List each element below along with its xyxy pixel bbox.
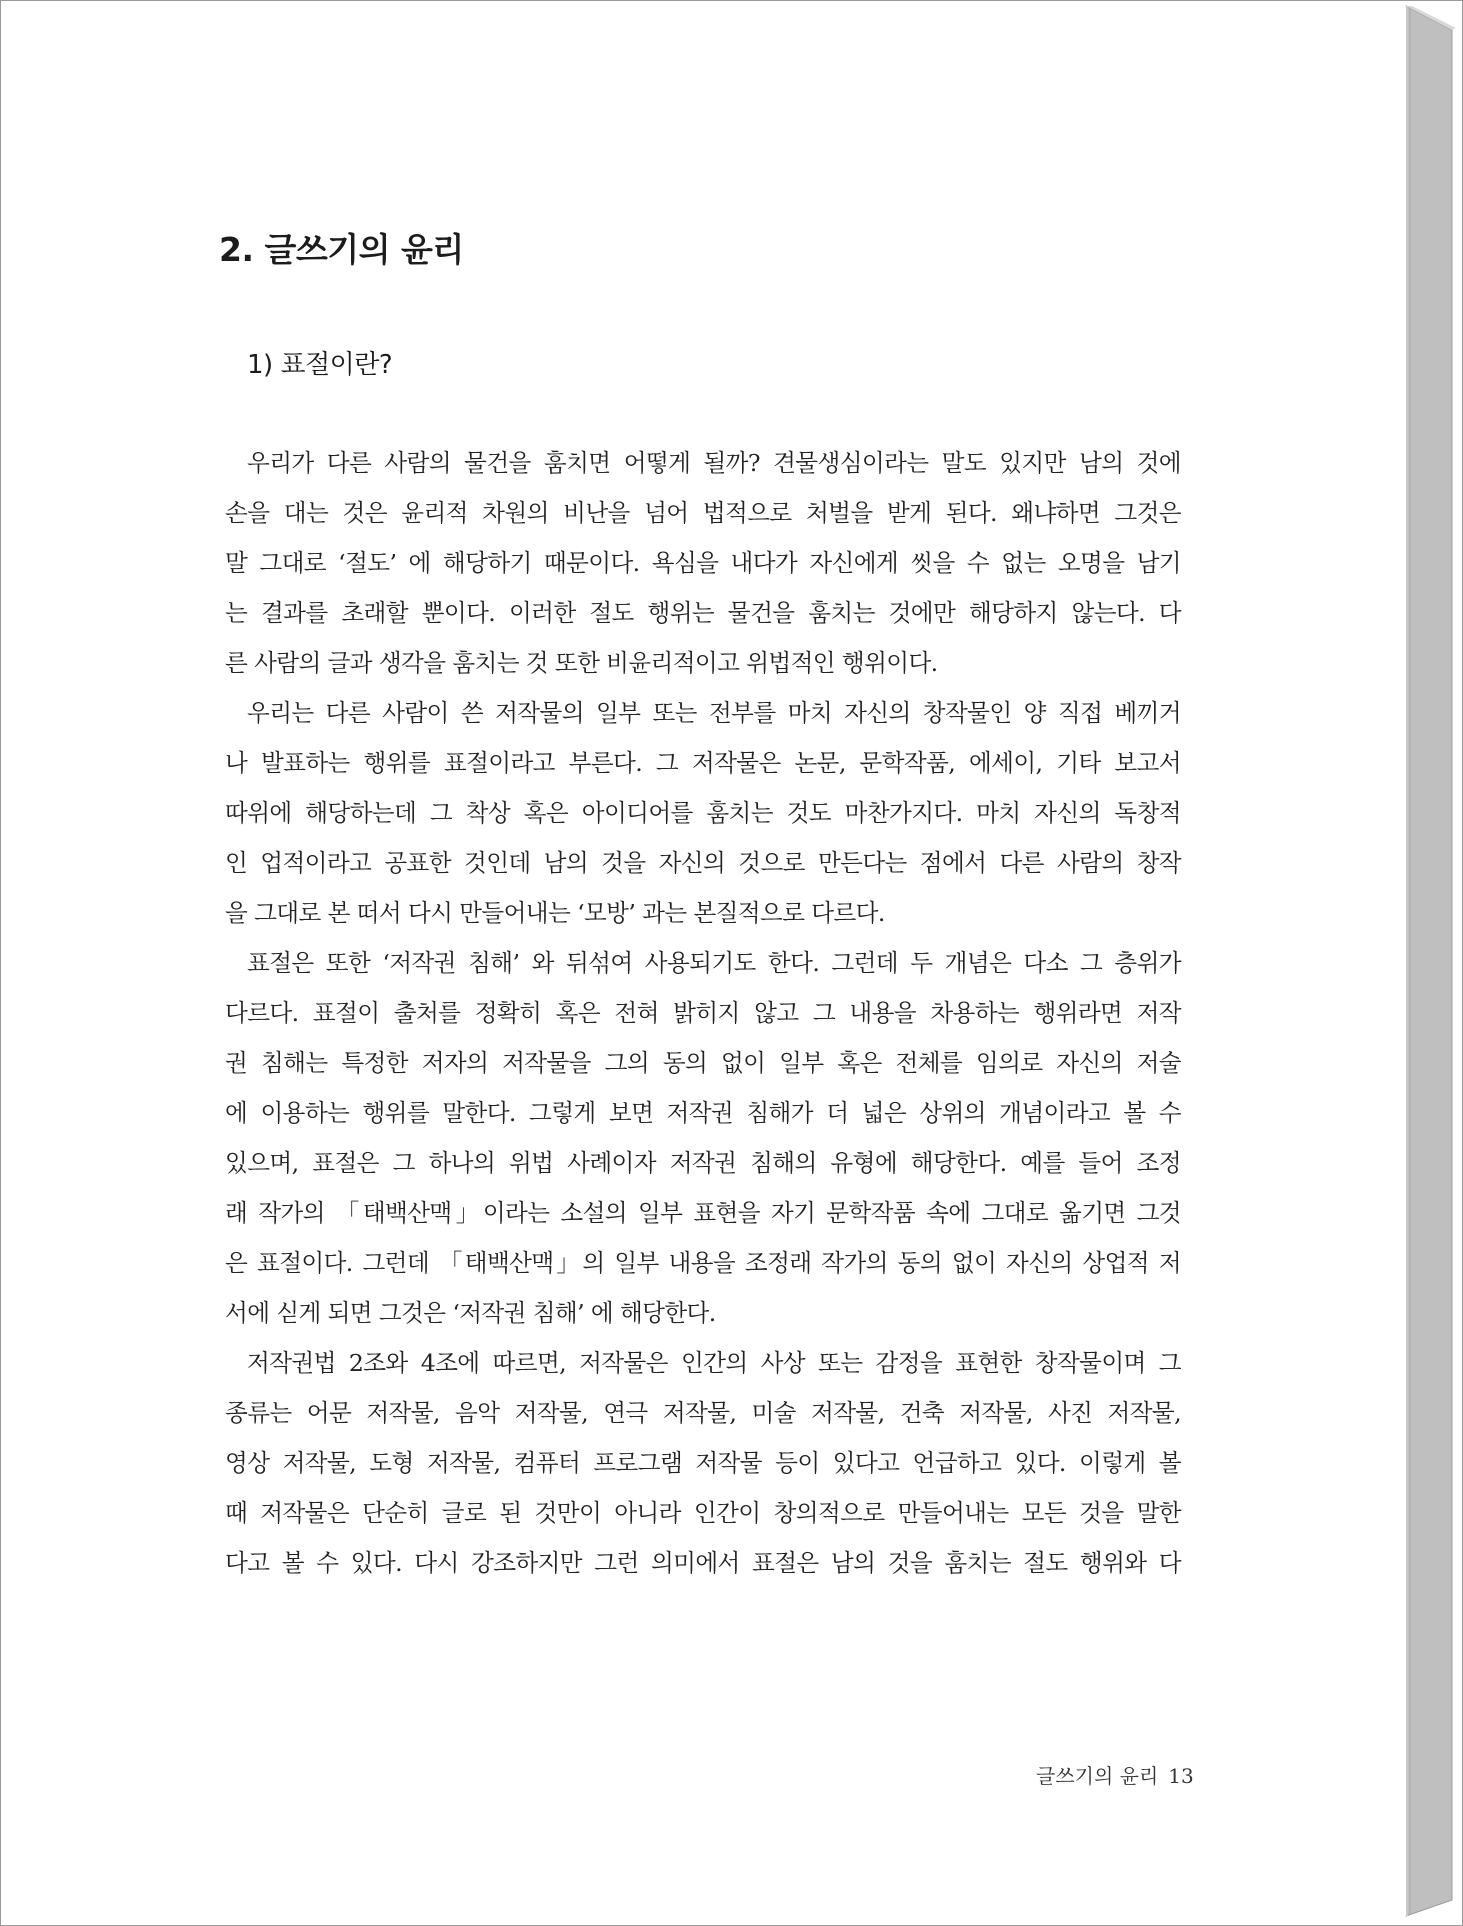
- page-footer: [1036, 1760, 1194, 1789]
- text-line: 권 침해는 특정한 저자의 저작물을 그의 동의 없이 일부 혹은 전체를 임의로 자신의 저술: [225, 1049, 1181, 1077]
- text-line: 는 결과를 초래할 뿐이다. 이러한 절도 행위는 물건을 훔치는 것에만 해당하지 않는다. 다: [225, 599, 1181, 627]
- running-title: 글쓰기의 윤리: [1036, 1764, 1159, 1788]
- paragraph: [225, 438, 1181, 688]
- paragraph: [225, 938, 1181, 1338]
- text-line: 에 이용하는 행위를 말한다. 그렇게 보면 저작권 침해가 더 넓은 상위의 개념이라고 볼 수: [225, 1099, 1181, 1127]
- text-line: 우리가 다른 사람의 물건을 훔치면 어떻게 될까? 견물생심이라는 말도 있지만 남의 것에: [247, 449, 1181, 477]
- text-line: 인 업적이라고 공표한 것인데 남의 것을 자신의 것으로 만든다는 점에서 다른 사람의 창작: [225, 849, 1181, 877]
- text-line: 종류는 어문 저작물, 음악 저작물, 연극 저작물, 미술 저작물, 건축 저작물, 사진 저작물,: [225, 1399, 1181, 1427]
- chapter-title: 2. 글쓰기의 윤리: [219, 230, 464, 269]
- paragraph: [225, 1338, 1181, 1588]
- text-line: 표절은 또한 ‘저작권 침해’ 와 뒤섞여 사용되기도 한다. 그런데 두 개념은 다소 그 층위가: [247, 949, 1181, 977]
- page-number: 13: [1168, 1764, 1194, 1788]
- text-line: 때 저작물은 단순히 글로 된 것만이 아니라 인간이 창의적으로 만들어내는 모든 것을 말한: [225, 1499, 1181, 1527]
- text-line: 나 발표하는 행위를 표절이라고 부른다. 그 저작물은 논문, 문학작품, 에세이, 기타 보고서: [225, 749, 1181, 777]
- text-line: 말 그대로 ‘절도’ 에 해당하기 때문이다. 욕심을 내다가 자신에게 씻을 수 없는 오명을 남기: [225, 549, 1181, 577]
- text-line: 서에 싣게 되면 그것은 ‘저작권 침해’ 에 해당한다.: [225, 1299, 716, 1327]
- text-line: 손을 대는 것은 윤리적 차원의 비난을 넘어 법적으로 처벌을 받게 된다. 왜냐하면 그것은: [225, 499, 1181, 527]
- text-line: 우리는 다른 사람이 쓴 저작물의 일부 또는 전부를 마치 자신의 창작물인 양 직접 베끼거: [247, 699, 1181, 727]
- text-line: 다르다. 표절이 출처를 정확히 혹은 전혀 밝히지 않고 그 내용을 차용하는 행위라면 저작: [225, 999, 1181, 1027]
- text-line: 영상 저작물, 도형 저작물, 컴퓨터 프로그램 저작물 등이 있다고 언급하고 있다. 이렇게 볼: [225, 1449, 1181, 1477]
- text-line: 저작권법 2조와 4조에 따르면, 저작물은 인간의 사상 또는 감정을 표현한 창작물이며 그: [247, 1349, 1181, 1377]
- text-line: 따위에 해당하는데 그 착상 혹은 아이디어를 훔치는 것도 마찬가지다. 마치 자신의 독창적: [225, 799, 1181, 827]
- text-line: 래 작가의 「태백산맥」이라는 소설의 일부 표현을 자기 문학작품 속에 그대로 옮기면 그것: [225, 1199, 1181, 1227]
- paragraph: [225, 688, 1181, 938]
- text-line: 을 그대로 본 떠서 다시 만들어내는 ‘모방’ 과는 본질적으로 다르다.: [225, 899, 885, 927]
- text-line: 은 표절이다. 그런데 「태백산맥」의 일부 내용을 조정래 작가의 동의 없이 자신의 상업적 저: [225, 1249, 1181, 1277]
- text-line: 른 사람의 글과 생각을 훔치는 것 또한 비윤리적이고 위법적인 행위이다.: [225, 649, 938, 677]
- section-title: 1) 표절이란?: [247, 350, 393, 380]
- body-text: [225, 438, 1181, 1588]
- text-line: 있으며, 표절은 그 하나의 위법 사례이자 저작권 침해의 유형에 해당한다. 예를 들어 조정: [225, 1149, 1181, 1177]
- text-line: 다고 볼 수 있다. 다시 강조하지만 그런 의미에서 표절은 남의 것을 훔치는 절도 행위와 다: [225, 1549, 1181, 1577]
